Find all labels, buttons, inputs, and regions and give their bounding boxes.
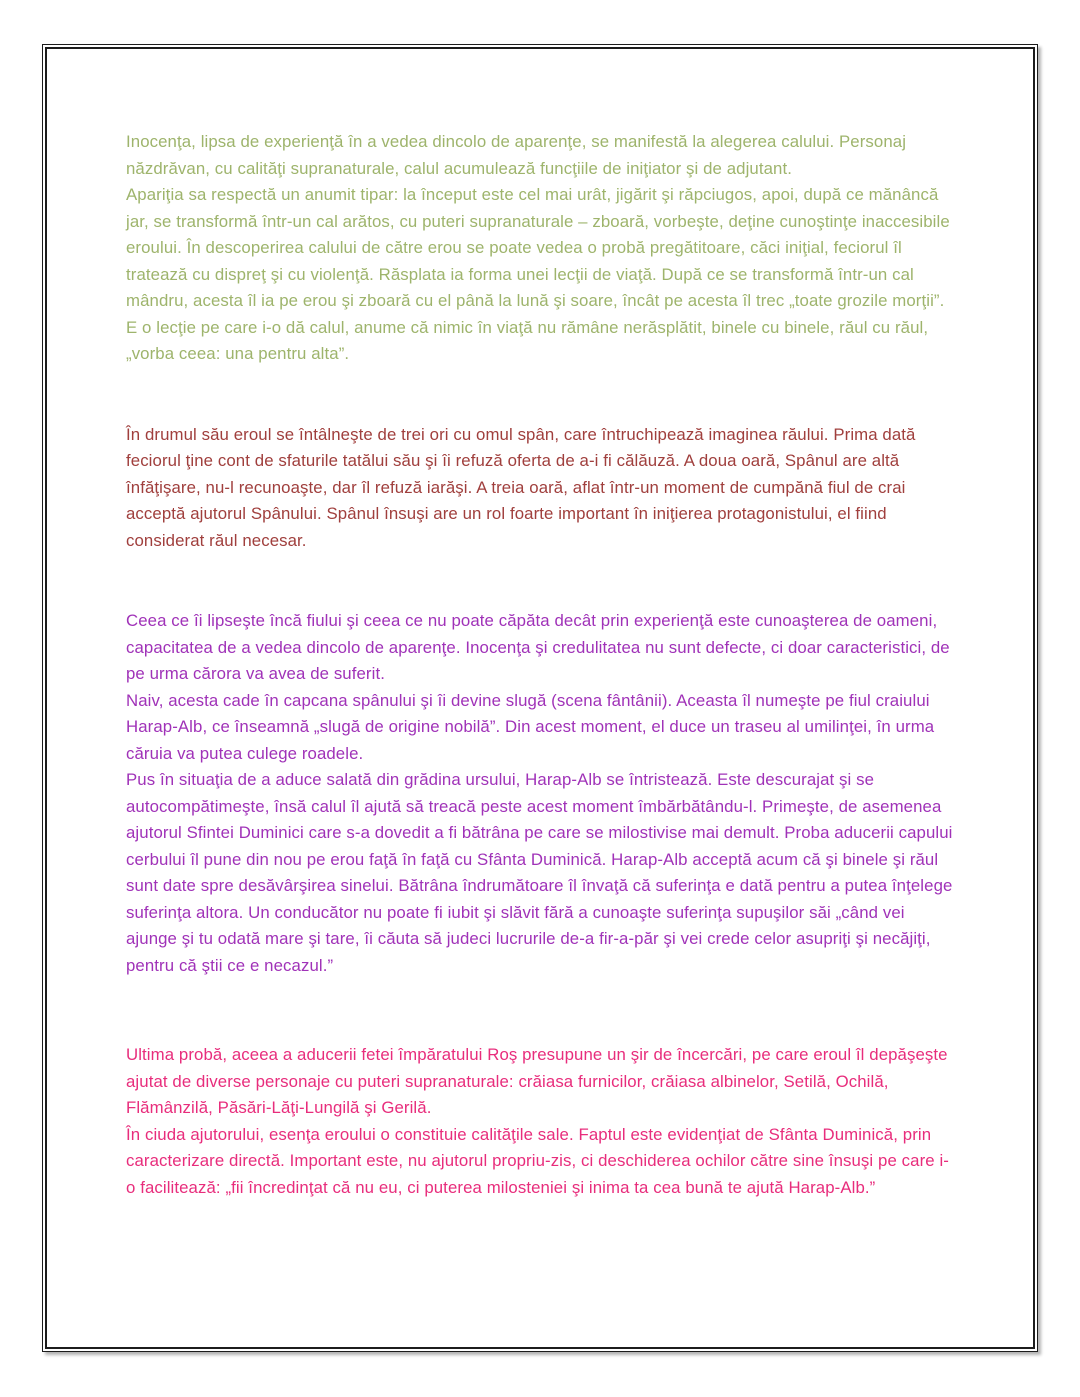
paragraph-segment: În drumul său eroul se întâlneşte de trei ori cu omul spân, care întruchipează imaginea răului. Prima dată feciorul ţine cont de sfaturile tatălui său şi îi refuză oferta de a-i fi călăuză. A doua oară, Spânul are altă înfăţişare, nu-l recunoaşte, dar îl refuză iarăşi. A treia oară, aflat într-un moment de cumpănă fiul de crai acceptă ajutorul Spânului. Spânul însuşi are un rol foarte important în iniţierea protagonistului, el fiind considerat răul necesar. [126, 424, 916, 550]
paragraph-segment: Apariţia sa respectă un anumit tipar: la început este cel mai urât, jigărit şi răpciugos, apoi, după ce mănâncă jar, se transformă într-un cal arătos, cu puteri supranaturale – zboară, vorbeşte, deţine cunoştinţe inaccesibile eroului. În descoperirea calului de către erou se poate vedea o probă pregătitoare, căci iniţial, feciorul îl tratează cu dispreţ şi cu violenţă. Răsplata ia forma unei lecţii de viaţă. După ce se transformă într-un cal mândru, acesta îl ia pe erou şi zboară cu el până la lună şi soare, încât pe acesta îl trec „toate grozile morţii”. E o lecţie pe care i-o dă calul, anume că nimic în viaţă nu rămâne nerăsplătit, binele cu binele, răul cu răul, „vorba ceea: una pentru alta”. [126, 185, 950, 363]
paragraph-segment: În ciuda ajutorului, esenţa eroului o constituie calităţile sale. Faptul este evidenţiat de Sfânta Duminică, prin caracterizare directă. Important este, nu ajutorul propriu-zis, ci deschiderea ochilor către sine însuşi pe care i-o facilitează: „fii încredinţat că nu eu, ci puterea milosteniei şi inima ta cea bună te ajută Harap-Alb.” [126, 1124, 949, 1197]
page-border-inner-line [45, 47, 1035, 1349]
page-border-frame [42, 44, 1038, 1352]
paragraph-segment: Inocenţa, lipsa de experienţă în a vedea dincolo de aparenţe, se manifestă la alegerea calului. Personaj năzdrăvan, cu calităţi supranaturale, calul acumulează funcţiile de iniţiator şi de adjutant. [126, 132, 907, 178]
paragraph-span-encounters [126, 422, 956, 555]
paragraph-innocence-and-horse [126, 129, 956, 368]
document-content [47, 49, 1033, 1201]
paragraph-segment: Ultima probă, aceea a aducerii fetei împăratului Roş presupune un şir de încercări, pe care eroul îl depăşeşte ajutat de diverse personaje cu puteri supranaturale: crăiasa furnicilor, crăiasa albinelor, Setilă, Ochilă, Flămânzilă, Păsări-Lăţi-Lungilă şi Gerilă. [126, 1045, 948, 1117]
paragraph-segment: Ceea ce îi lipseşte încă fiului şi ceea ce nu poate căpăta decât prin experienţă este cunoaşterea de oameni, capacitatea de a vedea dincolo de aparenţe. Inocenţa şi credulitatea nu sunt defecte, ci doar caracteristici, de pe urma cărora va avea de suferit. [126, 611, 950, 683]
paragraph-segment: Naiv, acesta cade în capcana spânului şi îi devine slugă (scena fântânii). Aceasta îl numeşte pe fiul craiului Harap-Alb, ce înseamnă „slugă de origine nobilă”. Din acest moment, el duce un traseu al umilinţei, în urma căruia va putea culege roadele. [126, 690, 935, 763]
paragraph-final-trial [126, 1042, 956, 1201]
paragraph-segment: Pus în situaţia de a aduce salată din grădina ursului, Harap-Alb se întristează. Este descurajat şi se autocompătimeşte, însă calul îl ajută să treacă peste acest moment îmbărbătându-l. Primeşte, de asemenea ajutorul Sfintei Duminici care s-a dovedit a fi bătrâna pe care se milostivise mai demult. Proba aducerii capului cerbului îl pune din nou pe erou faţă în faţă cu Sfânta Duminică. Harap-Alb acceptă acum că şi binele şi răul sunt date spre desăvârşirea sinelui. Bătrâna îndrumătoare îl învaţă că suferinţa e dată pentru a putea înţelege suferinţa altora. Un conducător nu poate fi iubit şi slăvit fără a cunoaşte suferinţa supuşilor săi „când vei ajunge şi tu odată mare şi tare, îi căuta să judeci lucrurile de-a fir-a-păr şi vei crede celor asupriţi şi necăjiţi, pentru că ştii ce e necazul.” [126, 770, 953, 975]
paragraph-trials-and-humility [126, 608, 956, 979]
